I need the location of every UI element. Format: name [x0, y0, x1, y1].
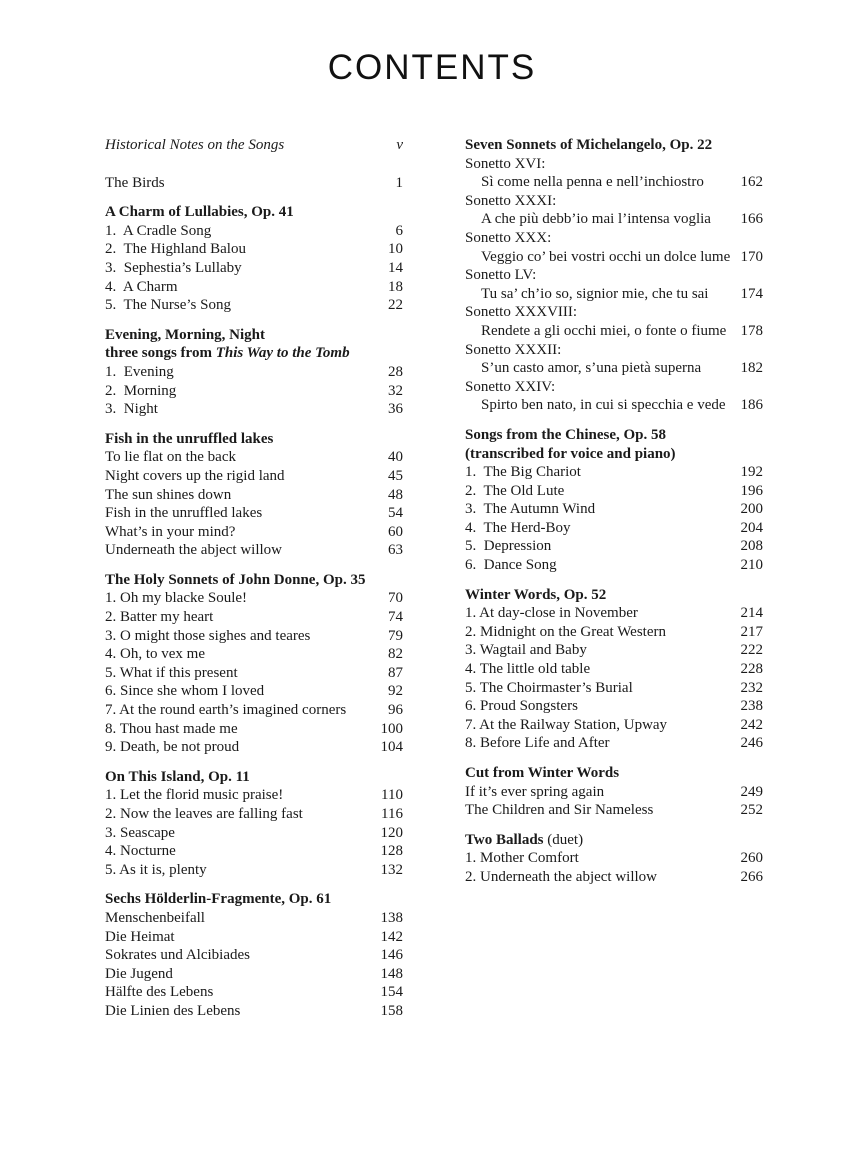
toc-row — [465, 716, 763, 735]
toc-row — [105, 259, 403, 278]
row-page-number: 192 — [740, 464, 763, 481]
row-label: 3. The Autumn Wind — [465, 501, 596, 518]
row-page-number: 196 — [740, 482, 763, 499]
toc-row — [465, 641, 763, 660]
section-heading-text: Songs from the Chinese, Op. 58 — [465, 426, 666, 443]
row-page-number: 10 — [388, 241, 403, 258]
row-page-number: 87 — [388, 664, 403, 681]
row-page-number: 260 — [740, 850, 763, 867]
row-label: 5. As it is, plenty — [105, 861, 207, 878]
row-label: 5. The Nurse’s Song — [105, 297, 231, 314]
row-label: 6. Since she whom I loved — [105, 683, 265, 700]
row-label: 4. A Charm — [105, 278, 178, 295]
row-page-number: 170 — [740, 248, 763, 265]
section-heading-text: Sechs Hölderlin-Fragmente, Op. 61 — [105, 891, 332, 908]
row-label: 8. Before Life and After — [465, 735, 610, 752]
toc-row — [105, 541, 403, 560]
row-label: 2. The Highland Balou — [105, 241, 246, 258]
row-label: Sì come nella penna e nell’inchiostro — [481, 174, 704, 191]
row-page-number: 96 — [388, 702, 403, 719]
toc-row — [105, 448, 403, 467]
row-page-number: 48 — [388, 486, 403, 503]
row-page-number: 116 — [381, 806, 403, 822]
toc-row — [465, 285, 763, 304]
row-page-number: 228 — [740, 661, 763, 678]
row-page-number: 200 — [740, 501, 763, 518]
row-label: What’s in your mind? — [105, 523, 236, 540]
section-heading-text: On This Island, Op. 11 — [105, 768, 250, 785]
section-heading — [465, 586, 763, 605]
row-page-number: 36 — [388, 401, 403, 418]
row-label: 5. The Choirmaster’s Burial — [465, 679, 633, 696]
toc-row — [105, 486, 403, 505]
toc-row — [465, 229, 763, 248]
toc-row — [465, 155, 763, 174]
toc-row — [105, 965, 403, 984]
row-label: 2. Midnight on the Great Western — [465, 623, 666, 640]
toc-row — [105, 504, 403, 523]
toc-section-two-ballads — [465, 831, 763, 887]
toc-row — [465, 697, 763, 716]
toc-row — [105, 928, 403, 947]
row-label: Sokrates und Alcibiades — [105, 947, 250, 964]
row-page-number: 174 — [740, 285, 763, 302]
row-label: 3. O might those sighes and teares — [105, 627, 311, 644]
row-page-number: 70 — [388, 590, 403, 607]
toc-row — [105, 608, 403, 627]
row-page-number: 210 — [740, 557, 763, 574]
toc-row — [465, 266, 763, 285]
row-label: 1. At day-close in November — [465, 605, 638, 622]
row-label: Sonetto XVI: — [465, 155, 546, 172]
row-label: 2. Morning — [105, 382, 177, 399]
row-page-number: 148 — [380, 965, 403, 982]
toc-row — [465, 519, 763, 538]
row-label: 8. Thou hast made me — [105, 720, 238, 737]
toc-row — [105, 1002, 403, 1021]
row-label: 1. Evening — [105, 363, 174, 380]
toc-row — [105, 682, 403, 701]
row-page-number: 222 — [740, 642, 763, 659]
row-page-number: 6 — [395, 222, 403, 239]
row-page-number: 214 — [740, 605, 763, 622]
toc-row — [465, 396, 763, 415]
contents-columns — [105, 136, 763, 1021]
section-heading — [465, 445, 763, 464]
row-page-number: 138 — [380, 909, 403, 926]
row-page-number: 238 — [740, 698, 763, 715]
toc-row — [465, 849, 763, 868]
row-label: 2. Now the leaves are falling fast — [105, 806, 303, 822]
row-label: Sonetto XXIV: — [465, 378, 556, 395]
row-page-number: 74 — [388, 609, 403, 626]
toc-section-a-charm-of-lullabies — [105, 203, 403, 315]
toc-row — [105, 627, 403, 646]
toc-row — [105, 296, 403, 315]
row-page-number: 28 — [388, 363, 403, 380]
toc-row — [465, 210, 763, 229]
section-heading-text: (duet) — [543, 831, 584, 848]
section-heading — [105, 326, 403, 345]
row-label: 3. Night — [105, 401, 158, 418]
section-heading-text: Cut from Winter Words — [465, 765, 620, 781]
section-heading-text: Two Ballads — [465, 831, 544, 848]
row-label: The Birds — [105, 174, 165, 191]
row-label: 1. A Cradle Song — [105, 222, 212, 239]
toc-section-sechs-hoelderlin-fragmente — [105, 890, 403, 1020]
section-heading-text: Seven Sonnets of Michelangelo, Op. 22 — [465, 137, 713, 153]
row-label: 3. Wagtail and Baby — [465, 642, 587, 659]
row-label: 4. Oh, to vex me — [105, 646, 205, 663]
toc-section-on-this-island — [105, 768, 403, 880]
row-label: Veggio co’ bei vostri occhi un dolce lume — [481, 248, 731, 265]
row-label: 1. Oh my blacke Soule! — [105, 590, 248, 607]
row-label: Menschenbeifall — [105, 909, 205, 926]
row-page-number: 60 — [388, 523, 403, 540]
toc-row — [465, 868, 763, 887]
row-page-number: 1 — [395, 174, 403, 191]
row-label: A che più debb’io mai l’intensa voglia — [481, 211, 711, 228]
row-page-number: 246 — [740, 735, 763, 752]
row-label: 2. Underneath the abject willow — [465, 868, 658, 885]
toc-row — [465, 537, 763, 556]
row-page-number: 92 — [388, 683, 403, 700]
section-heading — [465, 426, 763, 445]
row-label: Die Heimat — [105, 928, 175, 945]
row-label: Historical Notes on the Songs — [105, 137, 285, 153]
toc-row — [105, 805, 403, 824]
section-heading-text: The Holy Sonnets of John Donne, Op. 35 — [105, 571, 366, 588]
section-heading — [465, 136, 763, 155]
row-page-number: 120 — [380, 824, 403, 841]
row-label: Spirto ben nato, in cui si specchia e vede — [481, 397, 726, 414]
section-heading-text: Fish in the unruffled lakes — [105, 430, 274, 447]
section-heading — [105, 768, 403, 787]
toc-row — [465, 303, 763, 322]
toc-row — [465, 482, 763, 501]
row-page-number: 182 — [740, 360, 763, 377]
toc-section-evening-morning-night — [105, 326, 403, 419]
section-heading-text: Evening, Morning, Night — [105, 326, 266, 343]
row-label: 5. What if this present — [105, 664, 238, 681]
section-heading-text: three songs from — [105, 345, 216, 362]
row-label: Die Jugend — [105, 965, 173, 982]
row-page-number: 79 — [388, 627, 403, 644]
row-page-number: 128 — [380, 843, 403, 860]
toc-row — [105, 589, 403, 608]
row-label: Sonetto LV: — [465, 267, 537, 284]
toc-row — [465, 604, 763, 623]
toc-row — [105, 824, 403, 843]
row-label: Sonetto XXX: — [465, 229, 552, 246]
row-page-number: 208 — [740, 538, 763, 555]
row-page-number: 142 — [380, 928, 403, 945]
row-page-number: 186 — [740, 397, 763, 414]
row-label: Tu sa’ ch’io so, signior mie, che tu sai — [481, 285, 709, 302]
contents-column-right — [465, 136, 763, 1021]
toc-section-cut-from-winter-words — [465, 764, 763, 820]
row-page-number: 104 — [380, 739, 403, 756]
row-label: Die Linien des Lebens — [105, 1002, 241, 1019]
row-label: Sonetto XXXI: — [465, 192, 557, 209]
row-page-number: 232 — [740, 679, 763, 696]
toc-row — [465, 173, 763, 192]
row-page-number: 242 — [740, 716, 763, 733]
row-page-number: 82 — [388, 646, 403, 663]
toc-row — [465, 248, 763, 267]
row-label: 2. The Old Lute — [465, 482, 565, 499]
section-heading-text: Winter Words, Op. 52 — [465, 586, 607, 603]
toc-row — [105, 983, 403, 1002]
row-label: The sun shines down — [105, 486, 232, 503]
row-page-number: 14 — [388, 259, 403, 276]
toc-row — [105, 467, 403, 486]
toc-row — [105, 909, 403, 928]
toc-row — [105, 400, 403, 419]
contents-column-left — [105, 136, 403, 1021]
toc-section-winter-words — [465, 586, 763, 753]
row-label: 6. Proud Songsters — [465, 698, 578, 715]
row-page-number: 100 — [380, 720, 403, 737]
toc-row — [465, 734, 763, 753]
row-page-number: 154 — [380, 984, 403, 1001]
row-page-number: 178 — [740, 322, 763, 339]
row-label: S’un casto amor, s’una pietà superna — [481, 360, 702, 377]
section-heading — [105, 571, 403, 590]
toc-row — [465, 322, 763, 341]
section-heading — [105, 203, 403, 222]
row-page-number: 249 — [740, 783, 763, 800]
section-heading-text: (transcribed for voice and piano) — [465, 445, 676, 462]
toc-row — [465, 359, 763, 378]
toc-row — [105, 701, 403, 720]
toc-row — [465, 783, 763, 802]
toc-row — [105, 720, 403, 739]
row-page-number: 146 — [380, 947, 403, 964]
row-page-number: 252 — [740, 802, 763, 819]
row-label: 4. The little old table — [465, 661, 591, 678]
row-page-number: 266 — [740, 868, 763, 885]
row-label: 1. Mother Comfort — [465, 850, 579, 867]
row-page-number: 40 — [388, 449, 403, 466]
row-label: 4. Nocturne — [105, 843, 176, 860]
row-label: 6. Dance Song — [465, 557, 557, 574]
section-heading — [105, 430, 403, 449]
section-heading — [105, 890, 403, 909]
row-label: 1. The Big Chariot — [465, 464, 581, 481]
row-label: 9. Death, be not proud — [105, 739, 240, 756]
toc-row — [105, 278, 403, 297]
row-label: Rendete a gli occhi miei, o fonte o fiume — [481, 322, 727, 339]
row-page-number: 45 — [388, 467, 403, 484]
section-heading — [105, 344, 403, 363]
row-label: Night covers up the rigid land — [105, 467, 285, 484]
row-label: Sonetto XXXII: — [465, 341, 562, 358]
row-page-number: 22 — [388, 297, 403, 314]
section-heading-text: A Charm of Lullabies, Op. 41 — [105, 204, 294, 221]
toc-row — [465, 623, 763, 642]
toc-row — [105, 645, 403, 664]
toc-row — [465, 801, 763, 820]
row-page-number: 162 — [740, 174, 763, 191]
row-label: Underneath the abject willow — [105, 542, 283, 559]
toc-section-holy-sonnets-of-john-donne — [105, 571, 403, 757]
toc-row — [105, 786, 403, 805]
row-label: 3. Sephestia’s Lullaby — [105, 259, 242, 276]
toc-row — [465, 378, 763, 397]
toc-section-fish-in-the-unruffled-lakes — [105, 430, 403, 560]
row-label: 4. The Herd-Boy — [465, 519, 571, 536]
row-label: 7. At the round earth’s imagined corners — [105, 702, 347, 719]
toc-row — [465, 192, 763, 211]
row-label: Hälfte des Lebens — [105, 984, 214, 1001]
row-page-number: v — [396, 137, 403, 153]
row-page-number: 132 — [380, 861, 403, 878]
toc-row — [105, 240, 403, 259]
row-page-number: 166 — [740, 211, 763, 228]
toc-row — [105, 136, 403, 155]
toc-row — [465, 500, 763, 519]
row-label: 5. Depression — [465, 538, 552, 555]
row-page-number: 110 — [381, 787, 403, 804]
row-page-number: 32 — [388, 382, 403, 399]
toc-row — [105, 523, 403, 542]
toc-row — [105, 861, 403, 880]
toc-section-historical-notes — [105, 136, 403, 155]
row-label: 1. Let the florid music praise! — [105, 787, 284, 804]
toc-row — [465, 463, 763, 482]
section-heading-text: This Way to the Tomb — [215, 345, 350, 362]
toc-row — [105, 363, 403, 382]
row-label: To lie flat on the back — [105, 449, 236, 466]
section-heading — [465, 831, 763, 850]
toc-row — [465, 679, 763, 698]
section-heading — [465, 764, 763, 783]
toc-row — [465, 660, 763, 679]
row-page-number: 158 — [380, 1002, 403, 1019]
toc-row — [105, 946, 403, 965]
row-label: 2. Batter my heart — [105, 609, 214, 626]
row-page-number: 204 — [740, 519, 763, 536]
toc-row — [105, 174, 403, 193]
toc-section-the-birds — [105, 174, 403, 193]
row-page-number: 217 — [740, 623, 763, 640]
page-title: CONTENTS — [327, 48, 537, 87]
row-label: If it’s ever spring again — [465, 783, 605, 800]
row-page-number: 54 — [388, 505, 403, 522]
toc-row — [105, 664, 403, 683]
toc-row — [105, 738, 403, 757]
row-label: 3. Seascape — [105, 824, 175, 841]
row-label: Sonetto XXXVIII: — [465, 304, 578, 321]
toc-section-songs-from-the-chinese — [465, 426, 763, 575]
row-page-number: 18 — [388, 278, 403, 295]
toc-row — [105, 382, 403, 401]
row-label: 7. At the Railway Station, Upway — [465, 716, 668, 733]
toc-section-seven-sonnets-of-michelangelo — [465, 136, 763, 415]
toc-row — [105, 842, 403, 861]
row-page-number: 63 — [388, 542, 403, 559]
toc-row — [465, 556, 763, 575]
row-label: Fish in the unruffled lakes — [105, 505, 263, 522]
toc-row — [105, 222, 403, 241]
row-label: The Children and Sir Nameless — [465, 802, 654, 819]
toc-row — [465, 341, 763, 360]
